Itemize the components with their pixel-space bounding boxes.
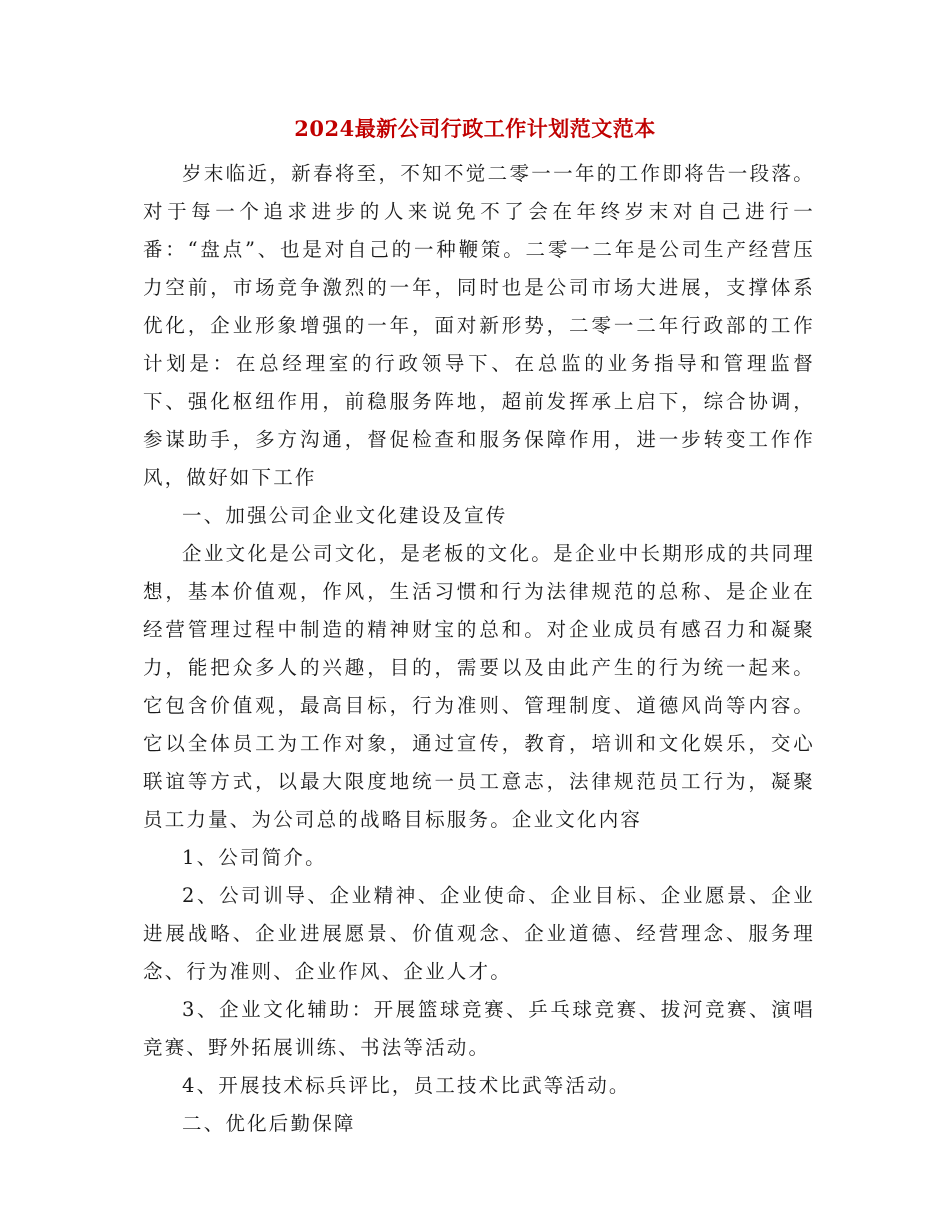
document-body [143,155,815,1143]
section-heading-logistics: 二、优化后勤保障 [182,1112,356,1135]
list-item: 2、公司训导、企业精神、企业使命、企业目标、企业愿景、企业进展战略、企业进展愿景、价值观念、企业道德、经营理念、服务理念、行为准则、企业作风、企业人才。 [143,884,815,983]
list-item: 4、开展技术标兵评比，员工技术比武等活动。 [182,1074,631,1097]
document-title: 2024最新公司行政工作计划范文范本 [294,116,656,141]
paragraph-culture: 企业文化是公司文化，是老板的文化。是企业中长期形成的共同理想，基本价值观，作风，生活习惯和行为法律规范的总称、是企业在经营管理过程中制造的精神财宝的总和。对企业成员有感召力和凝聚力，能把众多人的兴趣，目的，需要以及由此产生的行为统一起来。它包含价值观，最高目标，行为准则、管理制度、道德风尚等内容。它以全体员工为工作对象，通过宣传，教育，培训和文化娱乐，交心联谊等方式，以最大限度地统一员工意志，法律规范员工行为，凝聚员工力量、为公司总的战略目标服务。企业文化内容 [143,542,815,831]
list-item: 1、公司简介。 [182,846,327,869]
list-item: 3、企业文化辅助：开展篮球竞赛、乒乓球竞赛、拔河竞赛、演唱竞赛、野外拓展训练、书法等活动。 [143,998,815,1059]
paragraph-intro: 岁末临近，新春将至，不知不觉二零一一年的工作即将告一段落。对于每一个追求进步的人来说免不了会在年终岁末对自己进行一番：“盘点”、也是对自己的一种鞭策。二零一二年是公司生产经营压力空前，市场竞争激烈的一年，同时也是公司市场大进展，支撑体系优化，企业形象增强的一年，面对新形势，二零一二年行政部的工作计划是：在总经理室的行政领导下、在总监的业务指导和管理监督下、强化枢纽作用，前稳服务阵地，超前发挥承上启下，综合协调，参谋助手，多方沟通，督促检查和服务保障作用，进一步转变工作作风，做好如下工作 [143,162,815,489]
section-heading-culture: 一、加强公司企业文化建设及宣传 [182,504,508,527]
